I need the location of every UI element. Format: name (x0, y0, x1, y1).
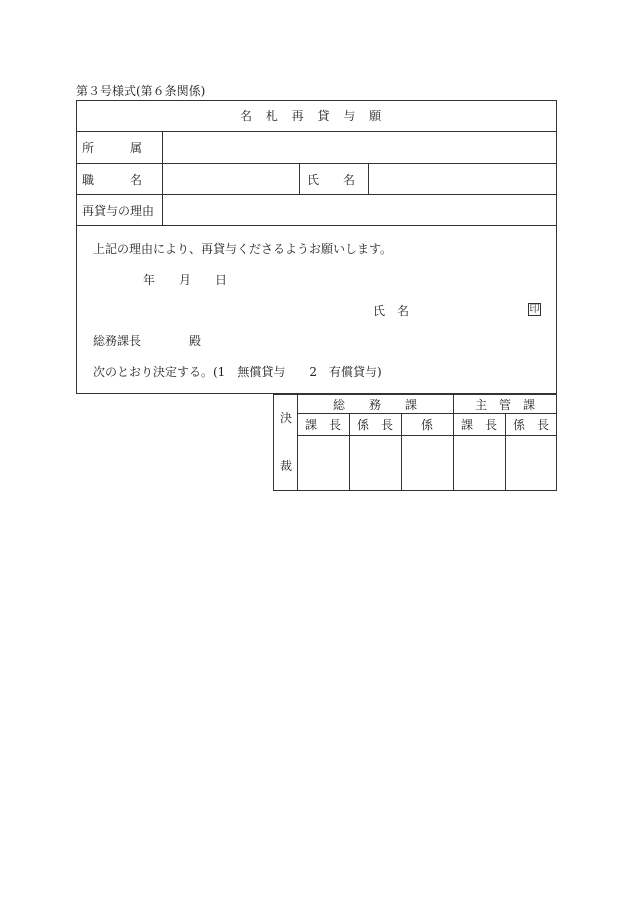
managing-dept-header: 主 管 課 (474, 398, 535, 412)
affiliation-label: 所 属 (82, 141, 143, 155)
col-subsection-chief: 係 長 (512, 418, 549, 432)
divider (297, 413, 557, 414)
position-field[interactable] (163, 164, 298, 193)
decision-line: 次のとおり決定する。(1 無償貸与 2 有償貸与) (93, 365, 382, 379)
name-label: 氏 名 (307, 173, 356, 187)
reason-label: 再貸与の理由 (82, 204, 155, 218)
stamp-cell[interactable] (454, 436, 505, 490)
stamp-cell[interactable] (298, 436, 349, 490)
col-subsection-chief: 係 長 (356, 418, 393, 432)
col-section-chief: 課 長 (304, 418, 341, 432)
addressee-line: 総務課長 殿 (93, 334, 202, 348)
seal-mark: 印 (529, 304, 540, 315)
col-staff: 係 (420, 418, 433, 432)
affiliation-field[interactable] (163, 132, 556, 162)
form-title: 名 札 再 貸 与 願 (240, 109, 382, 123)
request-text: 上記の理由により、再貸与くださるようお願いします。 (93, 242, 393, 256)
stamp-cell[interactable] (402, 436, 453, 490)
approval-label-top: 決 (280, 411, 293, 425)
divider (299, 163, 300, 194)
approval-label-bottom: 裁 (280, 459, 293, 473)
divider (76, 225, 557, 226)
col-section-chief: 課 長 (460, 418, 497, 432)
position-label: 職 名 (82, 173, 143, 187)
applicant-name-label: 氏 名 (373, 304, 410, 318)
form-number: 第３号様式(第６条関係) (76, 84, 206, 98)
general-affairs-dept-header: 総 務 課 (332, 398, 417, 412)
stamp-cell[interactable] (506, 436, 556, 490)
date-line: 年 月 日 (143, 273, 228, 287)
reason-field[interactable] (163, 195, 556, 224)
stamp-cell[interactable] (350, 436, 401, 490)
name-field[interactable] (369, 164, 556, 193)
